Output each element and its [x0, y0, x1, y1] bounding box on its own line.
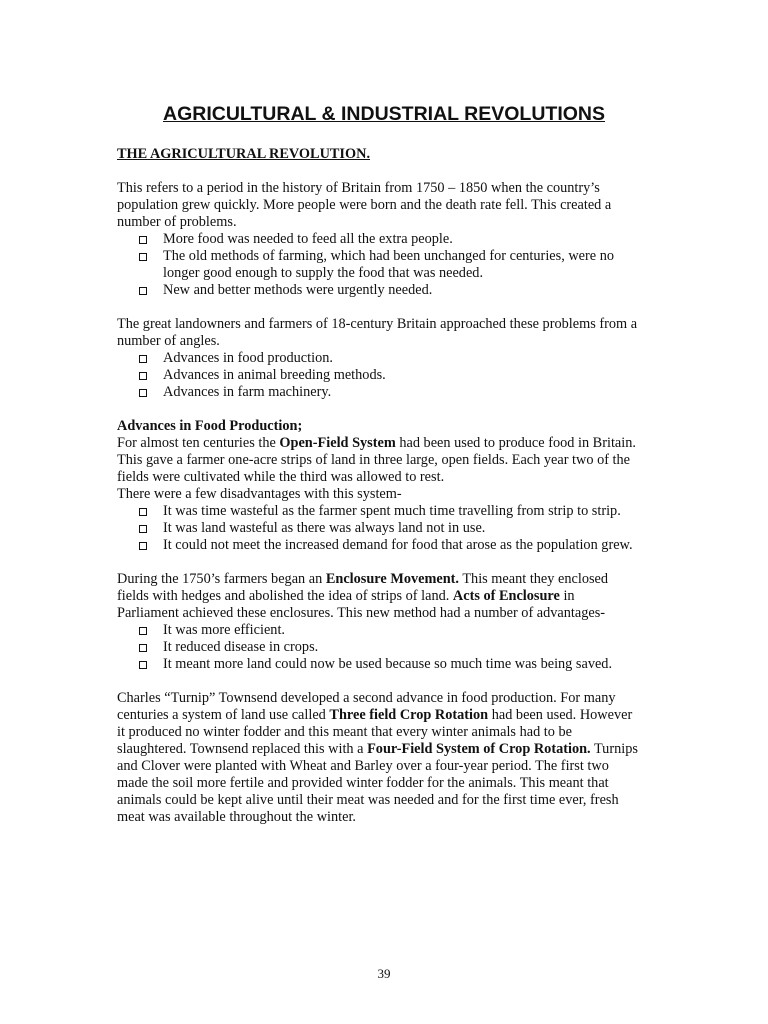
- list-item: It was land wasteful as there was always land not in use.: [163, 520, 640, 537]
- checkbox-bullet-icon: [139, 627, 147, 635]
- list-item: Advances in farm machinery.: [163, 384, 640, 401]
- advantages-bullet-list: [117, 622, 640, 673]
- checkbox-bullet-icon: [139, 644, 147, 652]
- approach-paragraph: The great landowners and farmers of 18-century Britain approached these problems from a number of angles.: [117, 316, 638, 349]
- checkbox-bullet-icon: [139, 508, 147, 516]
- checkbox-bullet-icon: [139, 542, 147, 550]
- bold-term: Three field Crop Rotation: [329, 707, 489, 723]
- checkbox-bullet-icon: [139, 661, 147, 669]
- list-item: The old methods of farming, which had been unchanged for centuries, were no longer good enough to supply the food that was needed.: [163, 248, 640, 282]
- checkbox-bullet-icon: [139, 355, 147, 363]
- list-item: New and better methods were urgently needed.: [163, 282, 640, 299]
- bold-term: Acts of Enclosure: [452, 588, 560, 604]
- page-number: 39: [377, 966, 391, 981]
- list-item: Advances in food production.: [163, 350, 640, 367]
- food-production-block: [117, 418, 640, 554]
- bold-term: Open-Field System: [279, 435, 396, 451]
- section-title: THE AGRICULTURAL REVOLUTION.: [117, 146, 371, 162]
- checkbox-bullet-icon: [139, 287, 147, 295]
- list-item: Advances in animal breeding methods.: [163, 367, 640, 384]
- checkbox-bullet-icon: [139, 525, 147, 533]
- list-item: It meant more land could now be used because so much time was being saved.: [163, 656, 640, 673]
- page-content: [117, 146, 640, 843]
- checkbox-bullet-icon: [139, 372, 147, 380]
- enclosure-paragraph: During the 1750’s farmers began an Enclosure Movement. This meant they enclosed fields with hedges and abolished the idea of strips of land. Acts of Enclosure in Parliament achieved these enclosures. This new method had a number of advantages-: [117, 571, 609, 621]
- intro-paragraph: This refers to a period in the history of Britain from 1750 – 1850 when the country’s population grew quickly. More people were born and the death rate fell. This created a number of problems.: [117, 180, 612, 230]
- disadvantages-bullet-list: [117, 503, 640, 554]
- bold-term: Enclosure Movement.: [325, 571, 459, 587]
- townsend-block: [117, 690, 640, 826]
- checkbox-bullet-icon: [139, 389, 147, 397]
- bold-term: Four-Field System of Crop Rotation.: [367, 741, 591, 757]
- subsection-heading: Advances in Food Production;: [117, 418, 303, 434]
- list-item: More food was needed to feed all the extra people.: [163, 231, 640, 248]
- enclosure-block: [117, 571, 640, 673]
- list-item: It was more efficient.: [163, 622, 640, 639]
- disadvantages-intro: There were a few disadvantages with this system-: [117, 486, 402, 502]
- checkbox-bullet-icon: [139, 236, 147, 244]
- list-item: It was time wasteful as the farmer spent much time travelling from strip to strip.: [163, 503, 640, 520]
- checkbox-bullet-icon: [139, 253, 147, 261]
- list-item: It reduced disease in crops.: [163, 639, 640, 656]
- townsend-paragraph: Charles “Turnip” Townsend developed a second advance in food production. For many centuries a system of land use called Three field Crop Rotation had been used. However it produced no winter fodder and this meant that every winter animals had to be slaughtered. Townsend replaced this with a Four-Field System of Crop Rotation. Turnips and Clover were planted with Wheat and Barley over a four-year period. The first two made the soil more fertile and provided winter fodder for the animals. This meant that animals could be kept alive until their meat was needed and for the first time ever, fresh meat was available throughout the winter.: [117, 690, 638, 825]
- open-field-paragraph: For almost ten centuries the Open-Field System had been used to produce food in Britain. This gave a farmer one-acre strips of land in three large, open fields. Each year two of the fields were cultivated while the third was allowed to rest.: [117, 435, 636, 485]
- approach-bullet-list: [117, 350, 640, 401]
- intro-block: [117, 180, 640, 299]
- list-item: It could not meet the increased demand for food that arose as the population grew.: [163, 537, 640, 554]
- approach-block: [117, 316, 640, 401]
- page-title: AGRICULTURAL & INDUSTRIAL REVOLUTIONS: [163, 103, 605, 125]
- intro-bullet-list: [117, 231, 640, 299]
